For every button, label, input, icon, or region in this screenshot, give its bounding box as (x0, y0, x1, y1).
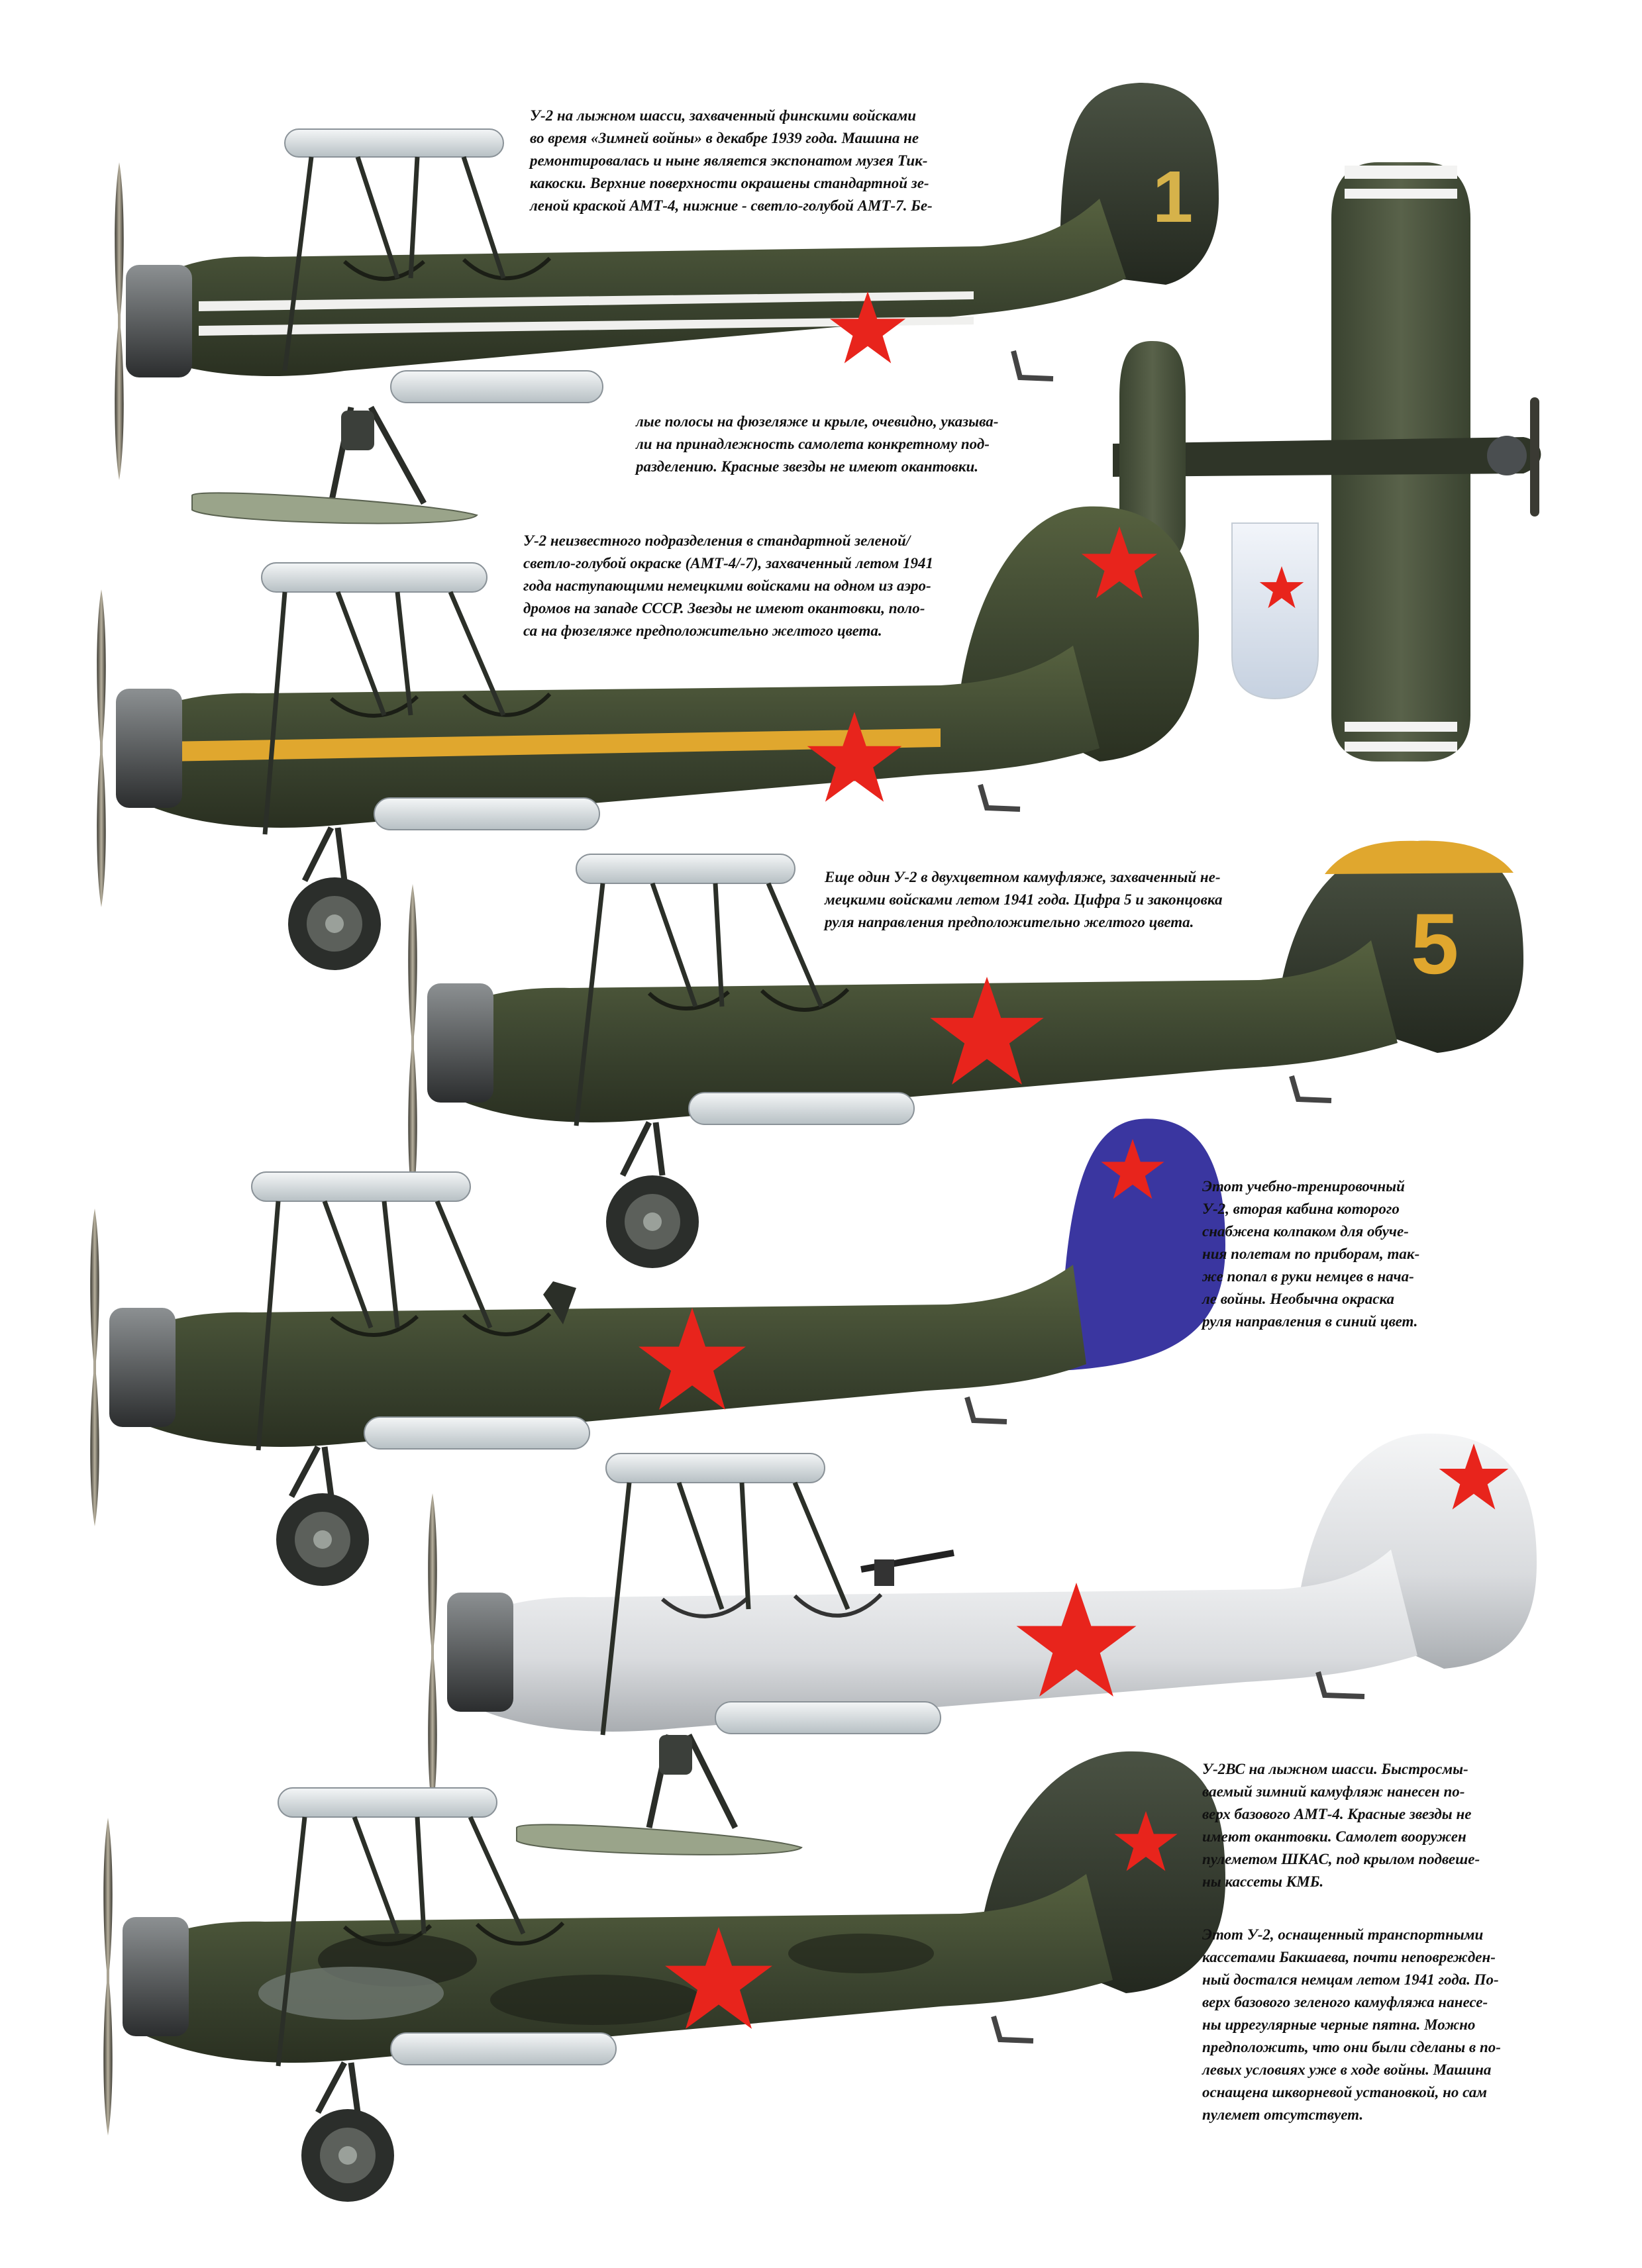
caption-line: пулемет отсутствует. (1202, 2106, 1364, 2123)
caption-plane-4 (1202, 1175, 1419, 1333)
caption-plane-3 (825, 866, 1223, 934)
caption-line: снабжена колпаком для обуче- (1202, 1223, 1409, 1240)
caption-line: во время «Зимней войны» в декабре 1939 года. Машина не (530, 130, 919, 146)
caption-line: ваемый зимний камуфляж нанесен по- (1202, 1783, 1465, 1800)
caption-line: ли на принадлежность самолета конкретному под- (636, 436, 990, 452)
caption-plane-5 (1202, 1758, 1480, 1893)
tail-number-1: 1 (1153, 156, 1194, 238)
caption-line: имеют окантовки. Самолет вооружен (1202, 1828, 1466, 1845)
caption-line: дромов на западе СССР. Звезды не имеют окантовки, поло- (523, 600, 925, 616)
caption-line: леной краской АМТ-4, нижние - светло-голубой АМТ-7. Бе- (530, 197, 933, 214)
caption-line: Этот учебно-тренировочный (1202, 1178, 1405, 1195)
caption-line: ный достался немцам летом 1941 года. По- (1202, 1971, 1499, 1988)
caption-line: У-2ВС на лыжном шасси. Быстросмы- (1202, 1761, 1468, 1777)
caption-line: оснащена шкворневой установкой, но сам (1202, 2084, 1487, 2100)
caption-line: мецкими войсками летом 1941 года. Цифра 5 и законцовка (825, 891, 1223, 908)
caption-line: верх базового зеленого камуфляжа нанесе- (1202, 1994, 1488, 2010)
caption-line: ле войны. Необычна окраска (1202, 1291, 1395, 1307)
caption-line: руля направления в синий цвет. (1202, 1313, 1418, 1330)
caption-plane-1 (530, 105, 933, 217)
caption-line: же попал в руки немцев в нача- (1202, 1268, 1414, 1285)
caption-plane-6 (1202, 1924, 1501, 2126)
caption-plane-2 (523, 530, 933, 642)
caption-line: светло-голубой окраске (АМТ-4/-7), захваченный летом 1941 (523, 555, 934, 571)
caption-line: верх базового АМТ-4. Красные звезды не (1202, 1806, 1472, 1822)
caption-line: ны кассеты КМБ. (1202, 1873, 1324, 1890)
caption-line: лые полосы на фюзеляже и крыле, очевидно, указыва- (636, 413, 999, 430)
caption-line: кассетами Бакшаева, почти неповрежден- (1202, 1949, 1496, 1965)
caption-line: Этот У-2, оснащенный транспортными (1202, 1926, 1484, 1943)
plane-6 (103, 1751, 1225, 2202)
caption-line: пулеметом ШКАС, под крылом подвеше- (1202, 1851, 1480, 1867)
caption-line: разделению. Красные звезды не имеют окантовки. (636, 458, 979, 475)
caption-line: какоски. Верхние поверхности окрашены стандартной зе- (530, 175, 929, 191)
caption-plane-1-continued (636, 411, 998, 478)
caption-line: У-2 на лыжном шасси, захваченный финскими войсками (530, 107, 917, 124)
caption-line: Еще один У-2 в двухцветном камуфляже, захваченный не- (825, 869, 1221, 885)
caption-line: левых условиях уже в ходе войны. Машина (1202, 2061, 1492, 2078)
tail-number-5: 5 (1411, 895, 1459, 992)
caption-line: са на фюзеляже предположительно желтого цвета. (523, 622, 882, 639)
caption-line: У-2 неизвестного подразделения в стандартной зеленой/ (523, 532, 911, 549)
caption-line: У-2, вторая кабина которого (1202, 1201, 1400, 1217)
caption-line: года наступающими немецкими войсками на одном из аэро- (523, 577, 931, 594)
caption-line: ремонтировалась и ныне является экспонатом музея Тик- (530, 152, 928, 169)
caption-line: руля направления предположительно желтого цвета. (825, 914, 1194, 930)
caption-line: ны иррегулярные черные пятна. Можно (1202, 2016, 1476, 2033)
caption-line: предположить, что они были сделаны в по- (1202, 2039, 1501, 2055)
caption-line: ния полетам по приборам, так- (1202, 1246, 1420, 1262)
